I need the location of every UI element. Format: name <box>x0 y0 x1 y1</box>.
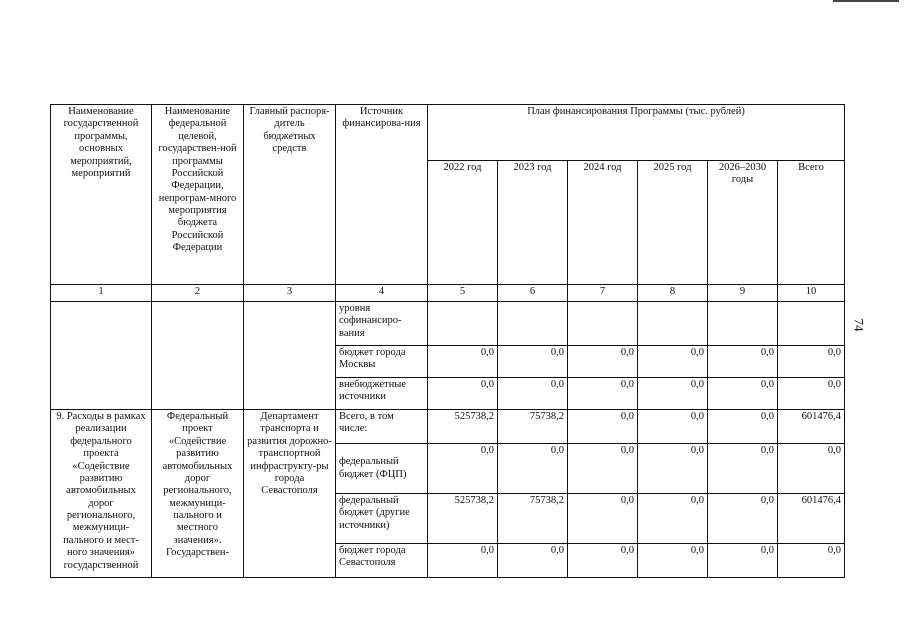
table-row <box>51 410 845 444</box>
header-funding-source: Источник финансирова-ния <box>336 105 428 285</box>
column-number: 4 <box>336 285 428 302</box>
value-cell: 0,0 <box>708 346 778 378</box>
column-number-row <box>51 285 845 302</box>
value-cell: 75738,2 <box>498 410 568 444</box>
value-cell: 0,0 <box>778 444 845 494</box>
column-number: 8 <box>638 285 708 302</box>
funding-source: федеральный бюджет (другие источники) <box>336 494 428 544</box>
page-number: 74 <box>851 318 867 332</box>
manager-cell-empty <box>244 302 336 410</box>
value-cell: 0,0 <box>708 410 778 444</box>
funding-source: Всего, в том числе: <box>336 410 428 444</box>
header-budget-manager: Главный распоря-дитель бюджетных средств <box>244 105 336 285</box>
budget-manager-cell: Департамент транспорта и развития дорожно-транспортной инфраструкту-ры города Севастополя <box>244 410 336 578</box>
financing-table <box>50 104 845 578</box>
value-cell: 0,0 <box>568 410 638 444</box>
funding-source: федеральный бюджет (ФЦП) <box>336 444 428 494</box>
header-year-2022: 2022 год <box>428 161 498 285</box>
value-cell: 0,0 <box>498 346 568 378</box>
header-program-name: Наименование государственной программы, основных мероприятий, мероприятий <box>51 105 152 285</box>
header-year-2025: 2025 год <box>638 161 708 285</box>
value-cell: 0,0 <box>778 544 845 578</box>
value-cell: 0,0 <box>708 444 778 494</box>
value-cell: 601476,4 <box>778 494 845 544</box>
header-year-2023: 2023 год <box>498 161 568 285</box>
value-cell: 601476,4 <box>778 410 845 444</box>
column-number: 5 <box>428 285 498 302</box>
value-cell: 0,0 <box>568 444 638 494</box>
value-cell: 0,0 <box>638 346 708 378</box>
value-cell <box>568 302 638 346</box>
page-top-mark <box>833 0 899 5</box>
column-number: 9 <box>708 285 778 302</box>
value-cell: 0,0 <box>428 544 498 578</box>
value-cell <box>498 302 568 346</box>
header-federal-program: Наименование федеральной целевой, государствен-ной программы Российской Федерации, непрограм-много мероприятия бюджета Российской Федерации <box>152 105 244 285</box>
program-cell-empty <box>51 302 152 410</box>
value-cell: 0,0 <box>638 444 708 494</box>
value-cell: 525738,2 <box>428 494 498 544</box>
value-cell: 0,0 <box>428 444 498 494</box>
column-number: 1 <box>51 285 152 302</box>
value-cell: 0,0 <box>638 494 708 544</box>
value-cell <box>708 302 778 346</box>
value-cell: 0,0 <box>708 378 778 410</box>
value-cell <box>778 302 845 346</box>
value-cell <box>638 302 708 346</box>
column-number: 3 <box>244 285 336 302</box>
header-financing-plan: План финансирования Программы (тыс. рублей) <box>428 105 845 161</box>
federal-program-cell: Федеральный проект «Содействие развитию автомобильных дорог регионального, межмуници-пального и местного значения». Государствен- <box>152 410 244 578</box>
header-years-2026-2030: 2026–2030 годы <box>708 161 778 285</box>
value-cell: 0,0 <box>708 494 778 544</box>
value-cell: 0,0 <box>778 346 845 378</box>
value-cell: 0,0 <box>708 544 778 578</box>
value-cell: 0,0 <box>638 410 708 444</box>
table-row <box>51 302 845 346</box>
column-number: 7 <box>568 285 638 302</box>
value-cell: 0,0 <box>498 378 568 410</box>
value-cell: 0,0 <box>638 378 708 410</box>
value-cell: 0,0 <box>428 346 498 378</box>
value-cell: 0,0 <box>568 378 638 410</box>
column-number: 2 <box>152 285 244 302</box>
value-cell: 0,0 <box>568 346 638 378</box>
value-cell: 0,0 <box>638 544 708 578</box>
header-year-2024: 2024 год <box>568 161 638 285</box>
column-number: 6 <box>498 285 568 302</box>
federal-cell-empty <box>152 302 244 410</box>
value-cell <box>428 302 498 346</box>
funding-source: бюджет города Севастополя <box>336 544 428 578</box>
funding-source: внебюджетные источники <box>336 378 428 410</box>
value-cell: 0,0 <box>498 544 568 578</box>
value-cell: 0,0 <box>778 378 845 410</box>
value-cell: 0,0 <box>568 494 638 544</box>
funding-source: уровня софинансиро-вания <box>336 302 428 346</box>
header-total: Всего <box>778 161 845 285</box>
funding-source: бюджет города Москвы <box>336 346 428 378</box>
value-cell: 75738,2 <box>498 494 568 544</box>
value-cell: 0,0 <box>428 378 498 410</box>
program-name-cell: 9. Расходы в рамках реализации федерального проекта «Содействие развитию автомобильных дорог регионального, межмуници-пального и мест-ного значения» государственной <box>51 410 152 578</box>
column-number: 10 <box>778 285 845 302</box>
value-cell: 0,0 <box>498 444 568 494</box>
value-cell: 0,0 <box>568 544 638 578</box>
value-cell: 525738,2 <box>428 410 498 444</box>
